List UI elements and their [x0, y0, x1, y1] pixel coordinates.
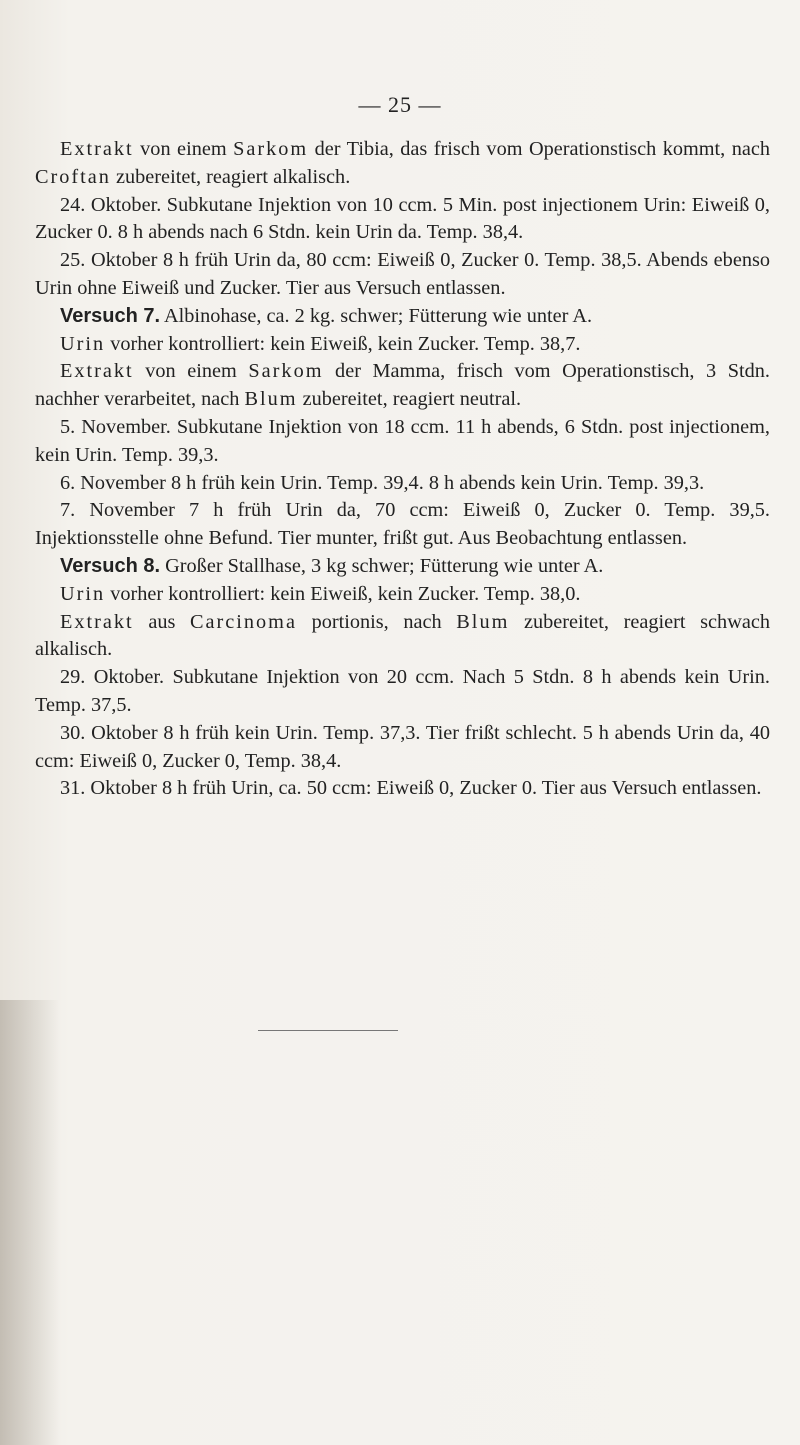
spaced-term: Extrakt: [60, 610, 134, 633]
page-shadow: [0, 1000, 60, 1445]
paragraph-24-oktober: 24. Oktober. Subkutane Injektion von 10 ccm. 5 Min. post injectionem Urin: Eiweiß 0, Zucker 0. 8 h abends nach 6 Stdn. kein Urin da. Temp. 38,4.: [35, 193, 770, 244]
spaced-term: Croftan: [35, 165, 111, 188]
paragraph-6-november: 6. November 8 h früh kein Urin. Temp. 39,4. 8 h abends kein Urin. Temp. 39,3.: [60, 471, 705, 494]
paragraph-text: der Tibia, das frisch vom Operationstisch kommt, nach: [308, 138, 771, 160]
paragraph-31-oktober: 31. Oktober 8 h früh Urin, ca. 50 ccm: Eiweiß 0, Zucker 0. Tier aus Versuch entlassen.: [60, 777, 762, 800]
section-heading: Versuch 7.: [60, 304, 161, 327]
paragraph-text: von einem: [133, 360, 249, 383]
end-rule: [258, 1030, 398, 1031]
paragraph-extrakt-carcinoma: [35, 609, 770, 665]
paragraph-versuch-7: [35, 303, 770, 331]
paragraph-extrakt-sarkom-mamma: [35, 358, 770, 414]
paragraph-text: vorher kontrolliert: kein Eiweiß, kein Zucker. Temp. 38,7.: [105, 332, 581, 355]
paragraph-25-oktober: 25. Oktober 8 h früh Urin da, 80 ccm: Eiweiß 0, Zucker 0. Temp. 38,5. Abends ebenso Urin ohne Eiweiß und Zucker. Tier aus Versuch entlassen.: [35, 249, 770, 299]
paragraph-text: vorher kontrolliert: kein Eiweiß, kein Zucker. Temp. 38,0.: [105, 582, 581, 605]
paragraph-text: zubereitet, reagiert schwach alkalisch.: [35, 610, 770, 661]
spaced-term: Sarkom: [233, 138, 309, 160]
paragraph-text: von einem: [133, 138, 234, 160]
body-text: [35, 136, 770, 803]
spaced-term: Sarkom: [248, 360, 324, 383]
paragraph-urin-versuch-8: [35, 581, 770, 609]
spaced-term: Urin: [60, 332, 106, 355]
spaced-term: Carcinoma: [189, 610, 297, 633]
paragraph-29-oktober: 29. Oktober. Subkutane Injektion von 20 ccm. Nach 5 Stdn. 8 h abends kein Urin. Temp. 37,5.: [35, 666, 770, 716]
paragraph-urin-versuch-7: [35, 331, 770, 359]
paragraph-text: der Mamma, frisch vom Operationstisch, 3 Stdn. nachher verarbeitet, nach: [35, 360, 771, 411]
paragraph-text: zubereitet, reagiert alkalisch.: [110, 165, 351, 188]
paragraph-text: portionis, nach: [296, 610, 457, 633]
paragraph-30-oktober: 30. Oktober 8 h früh kein Urin. Temp. 37,3. Tier frißt schlecht. 5 h abends Urin da, 40 ccm: Eiweiß 0, Zucker 0, Temp. 38,4.: [35, 721, 770, 772]
paragraph-text: Albinohase, ca. 2 kg. schwer; Fütterung wie unter A.: [160, 304, 593, 327]
paragraph-7-november: 7. November 7 h früh Urin da, 70 ccm: Eiweiß 0, Zucker 0. Temp. 39,5. Injektionsstelle ohne Befund. Tier munter, frißt gut. Aus Beobachtung entlassen.: [35, 499, 770, 550]
page-number: — 25 —: [358, 92, 442, 117]
paragraph-text: zubereitet, reagiert neutral.: [297, 388, 522, 411]
spaced-term: Extrakt: [60, 360, 134, 383]
paragraph-text: Großer Stallhase, 3 kg schwer; Fütterung wie unter A.: [160, 554, 604, 577]
spaced-term: Urin: [60, 582, 106, 605]
paragraph-versuch-8: [35, 553, 770, 581]
section-heading: Versuch 8.: [60, 554, 161, 577]
spaced-term: Blum: [456, 610, 510, 633]
paragraph-text: aus: [133, 610, 190, 633]
paragraph-5-november: 5. November. Subkutane Injektion von 18 ccm. 11 h abends, 6 Stdn. post injectionem, kein Urin. Temp. 39,3.: [35, 415, 770, 466]
spaced-term: Extrakt: [60, 138, 134, 160]
spaced-term: Blum: [244, 388, 298, 411]
paragraph-extrakt-sarkom-tibia: [35, 136, 770, 192]
